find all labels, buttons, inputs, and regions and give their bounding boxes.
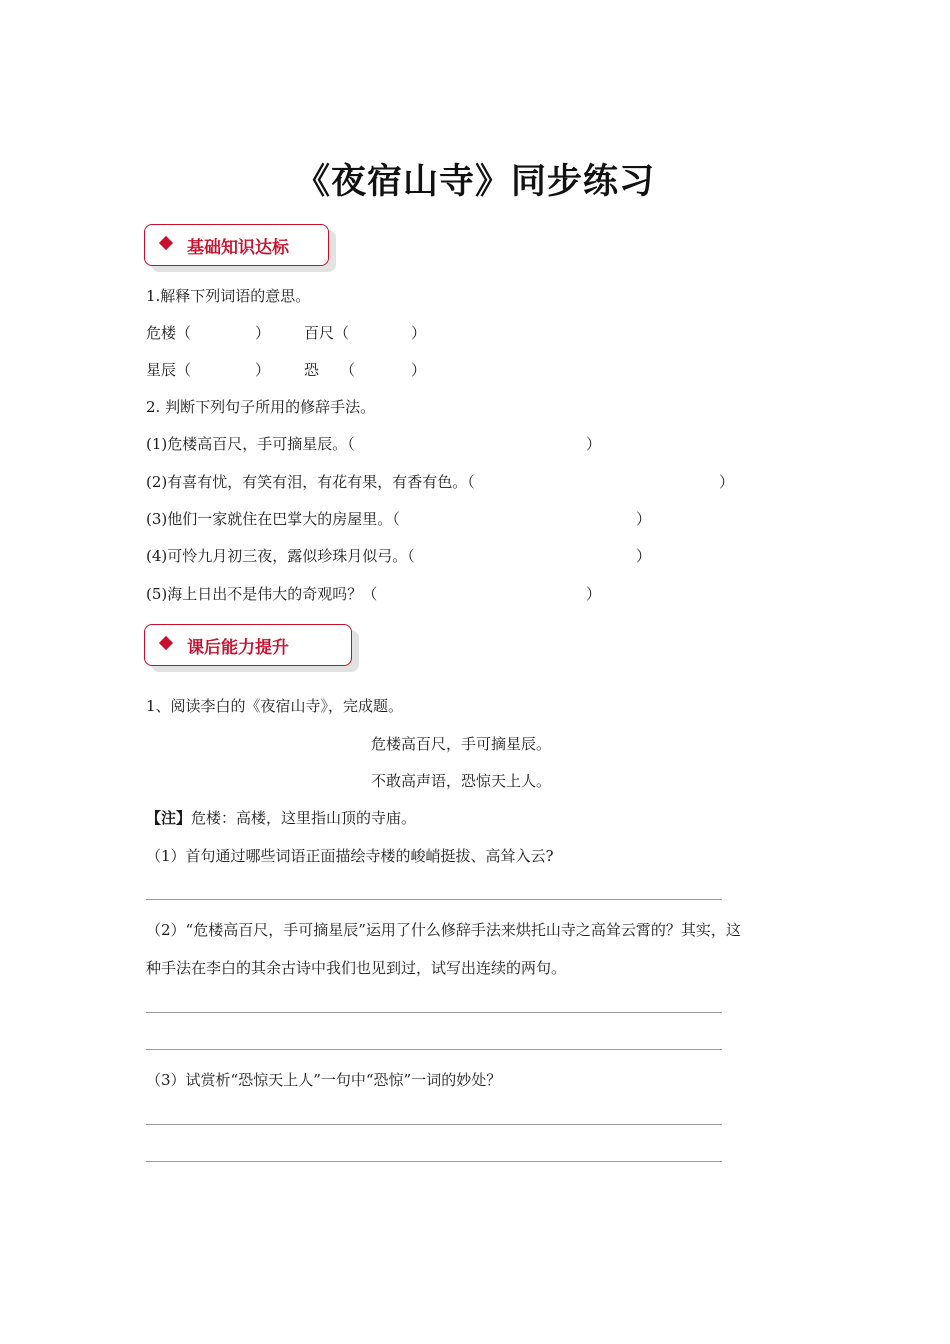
answer-line bbox=[146, 1124, 722, 1125]
diamond-icon bbox=[159, 236, 173, 250]
answer-line bbox=[146, 1161, 722, 1162]
sub-question-1: （1）首句通过哪些词语正面描绘寺楼的峻峭挺拔、高耸入云? bbox=[146, 847, 554, 865]
section-header-advanced bbox=[144, 624, 352, 666]
sub-question-3: （3）试赏析“恐惊天上人”一句中“恐惊”一词的妙处？ bbox=[146, 1071, 502, 1089]
reading-prompt: 1、阅读李白的《夜宿山寺》，完成题。 bbox=[146, 697, 404, 715]
annotation-text: 危楼：高楼，这里指山顶的寺庙。 bbox=[191, 809, 417, 827]
answer-blank-open-kong: （ bbox=[340, 361, 356, 379]
annotation-tag: 【注】 bbox=[146, 809, 192, 827]
answer-line bbox=[146, 899, 722, 900]
rhetoric-item-3: (3)他们一家就住在巴掌大的房屋里。（ bbox=[146, 510, 400, 528]
rhetoric-item-5: (5)海上日出不是伟大的奇观吗？（ bbox=[146, 585, 378, 603]
poem-line-2: 不敢高声语，恐惊天上人。 bbox=[371, 772, 552, 790]
poem-line-1: 危楼高百尺，手可摘星辰。 bbox=[371, 735, 552, 753]
answer-blank-baichi: ） bbox=[411, 324, 427, 342]
sub-question-2-line-1: （2）“危楼高百尺，手可摘星辰”运用了什么修辞手法来烘托山寺之高耸云霄的？其实，这 bbox=[146, 921, 741, 939]
sub-question-2-line-2: 种手法在李白的其余古诗中我们也见到过，试写出连续的两句。 bbox=[146, 959, 567, 977]
section-header-basic bbox=[144, 224, 329, 266]
rhetoric-answer-4: ） bbox=[636, 547, 652, 565]
question-1-prompt: 1.解释下列词语的意思。 bbox=[146, 287, 311, 305]
section-label: 课后能力提升 bbox=[187, 638, 289, 658]
page-title: 《夜宿山寺》同步练习 bbox=[294, 162, 655, 202]
rhetoric-item-2: (2)有喜有忧，有笑有泪，有花有果，有香有色。（ bbox=[146, 473, 475, 491]
annotation bbox=[146, 808, 416, 828]
rhetoric-answer-1: ） bbox=[586, 435, 602, 453]
rhetoric-item-1: (1)危楼高百尺，手可摘星辰。（ bbox=[146, 435, 355, 453]
word-kong: 恐 bbox=[304, 361, 320, 379]
question-2-prompt: 2. 判断下列句子所用的修辞手法。 bbox=[146, 398, 376, 416]
rhetoric-item-4: (4)可怜九月初三夜，露似珍珠月似弓。（ bbox=[146, 547, 415, 565]
section-label: 基础知识达标 bbox=[187, 238, 289, 258]
answer-line bbox=[146, 1012, 722, 1013]
diamond-icon bbox=[159, 636, 173, 650]
answer-line bbox=[146, 1049, 722, 1050]
rhetoric-answer-2: ） bbox=[719, 473, 735, 491]
word-xingchen: 星辰（ bbox=[146, 361, 192, 379]
answer-blank-xingchen: ） bbox=[255, 361, 271, 379]
rhetoric-answer-5: ） bbox=[586, 585, 602, 603]
rhetoric-answer-3: ） bbox=[636, 510, 652, 528]
answer-blank-weilou: ） bbox=[255, 324, 271, 342]
word-weilou: 危楼（ bbox=[146, 324, 192, 342]
word-baichi: 百尺（ bbox=[304, 324, 350, 342]
answer-blank-kong: ） bbox=[411, 361, 427, 379]
